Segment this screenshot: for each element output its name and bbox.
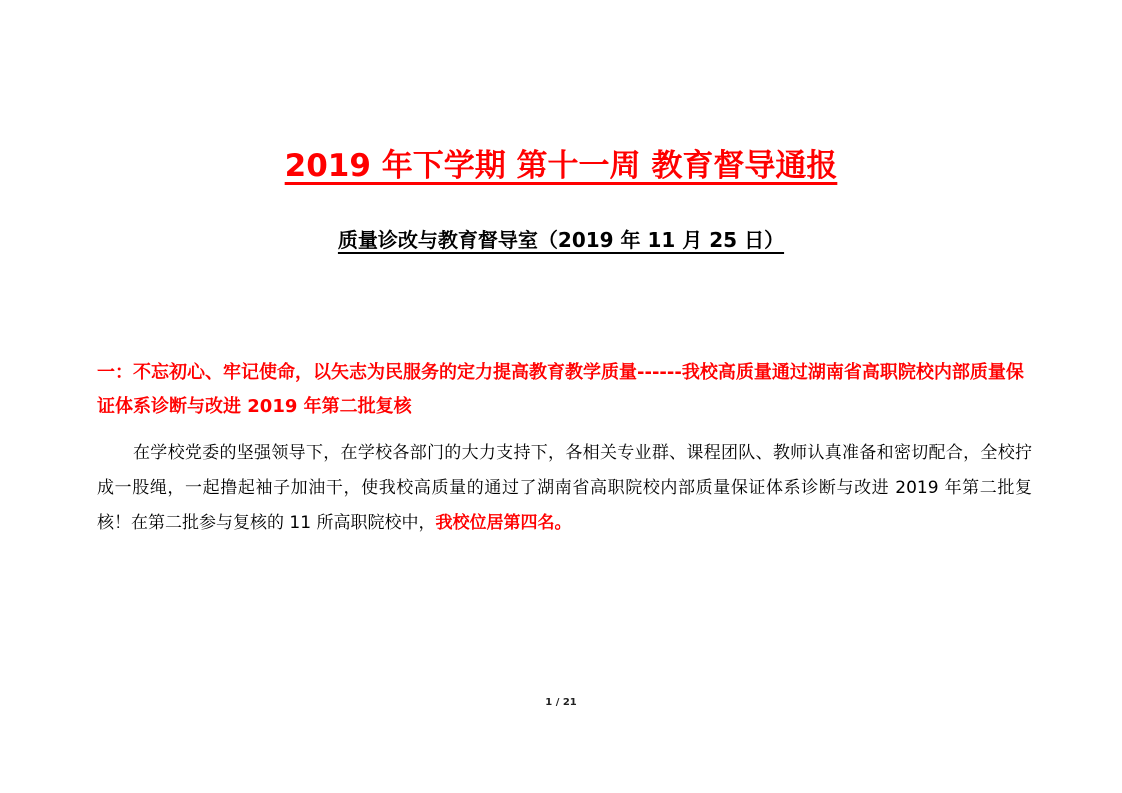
page-number: 1 / 21 xyxy=(545,697,577,708)
document-title: 2019 年下学期 第十一周 教育督导通报 xyxy=(284,148,838,184)
document-subtitle: 质量诊改与教育督导室（2019 年 11 月 25 日） xyxy=(337,228,785,252)
section-heading: 一：不忘初心、牢记使命，以矢志为民服务的定力提高教育教学质量------我校高质量通过湖南省高职院校内部质量保证体系诊断与改进 2019 年第二批复核 xyxy=(97,362,1024,417)
section-paragraph xyxy=(97,436,1032,541)
paragraph-highlight: 我校位居第四名。 xyxy=(435,513,572,533)
paragraph-text: 在学校党委的坚强领导下，在学校各部门的大力支持下，各相关专业群、课程团队、教师认真准备和密切配合，全校拧成一股绳，一起撸起袖子加油干，使我校高质量的通过了湖南省高职院校内部质量保证体系诊断与改进 2019 年第二批复核！在第二批参与复核的 11 所高职院校中， xyxy=(97,443,1032,533)
